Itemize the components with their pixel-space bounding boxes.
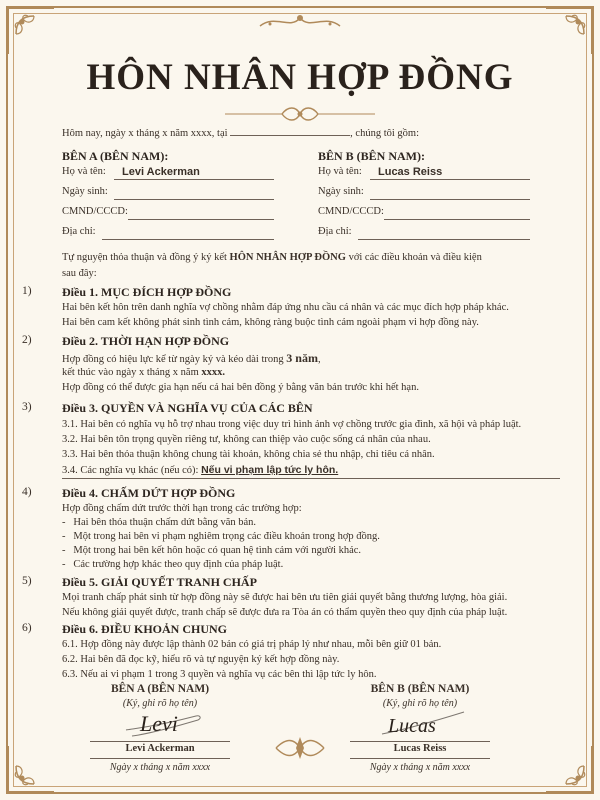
party-a-dob-field[interactable]: Ngày sinh: (62, 186, 274, 202)
article-3-other: 3.4. Các nghĩa vụ khác (nếu có): Nếu vi phạm lập tức ly hôn. (62, 464, 339, 476)
list-item: - Một trong hai bên kết hôn hoặc có quan hệ tình cảm với người khác. (62, 545, 362, 556)
signature-b-scribble-icon (372, 704, 472, 742)
party-b-name-field[interactable]: Họ và tên: Lucas Reiss (318, 166, 530, 182)
article-3-rule (62, 478, 560, 479)
party-a-name-field[interactable]: Họ và tên: Levi Ackerman (62, 166, 274, 182)
article-5-heading: Điều 5. GIẢI QUYẾT TRANH CHẤP (62, 575, 257, 589)
list-item: - Hai bên thỏa thuận chấm dứt bằng văn bản. (62, 517, 257, 528)
top-flourish-icon (250, 10, 350, 34)
party-a-id-field[interactable]: CMND/CCCD: (62, 206, 274, 222)
signature-a-note: (Ký, ghi rõ họ tên) (122, 698, 198, 709)
article-number: 3) (22, 401, 32, 413)
signature-b-heading: BÊN B (BÊN NAM) (370, 683, 470, 695)
signature-b-name: Lucas Reiss (393, 743, 447, 754)
article-number: 6) (22, 622, 32, 634)
article-2-line: Hợp đồng có hiệu lực kể từ ngày ký và kéo dài trong 3 năm, (62, 351, 321, 365)
signature-b-date-line (350, 758, 490, 759)
signature-b-text: Lucas (388, 715, 436, 737)
signature-b-date: Ngày x tháng x năm xxxx (369, 762, 471, 773)
corner-ornament-icon (542, 742, 596, 796)
article-1-line: Hai bên kết hôn trên danh nghĩa vợ chồng nhằm đáp ứng nhu cầu cá nhân và các mục đích hợp pháp khác. (62, 302, 509, 313)
intro-line: Hôm nay, ngày x tháng x năm xxxx, tại , chúng tôi gồm: (62, 124, 419, 142)
party-b-heading: BÊN B (BÊN NAM): (318, 149, 425, 163)
signature-b-line (350, 741, 490, 742)
list-item: - Các trường hợp khác theo quy định của pháp luật. (62, 559, 284, 570)
article-3-line: 3.3. Hai bên thỏa thuận không chung tài khoản, không chia sẻ thu nhập, chi tiêu cá nhân. (62, 449, 435, 460)
agreement-line-2: sau đây: (62, 268, 97, 279)
party-b-address-field[interactable]: Địa chỉ: (318, 226, 530, 242)
article-6-line: 6.1. Hợp đồng này được lập thành 02 bản có giá trị pháp lý như nhau, mỗi bên giữ 01 bản. (62, 639, 442, 650)
party-b-dob-field[interactable]: Ngày sinh: (318, 186, 530, 202)
party-b-id-field[interactable]: CMND/CCCD: (318, 206, 530, 222)
article-1-line: Hai bên cam kết không phát sinh tình cảm, không ràng buộc tình cảm ngoài phạm vi hợp đồng này. (62, 317, 479, 328)
corner-ornament-icon (542, 4, 596, 58)
place-blank[interactable] (230, 124, 350, 136)
party-a-name-value: Levi Ackerman (122, 166, 200, 178)
article-5-line: Nếu không giải quyết được, tranh chấp sẽ được đưa ra Tòa án có thẩm quyền theo quy định của pháp luật. (62, 607, 508, 618)
article-3-line: 3.2. Hai bên tôn trọng quyền riêng tư, không can thiệp vào cuộc sống cá nhân của nhau. (62, 434, 431, 445)
article-2-line: Hợp đồng có thể được gia hạn nếu cả hai bên đồng ý bằng văn bản trước khi hết hạn. (62, 382, 419, 393)
article-3-line: 3.1. Hai bên có nghĩa vụ hỗ trợ nhau trong việc duy trì hình ảnh vợ chồng trước gia đình, xã hội và pháp luật. (62, 419, 522, 430)
signature-b-note: (Ký, ghi rõ họ tên) (382, 698, 458, 709)
article-number: 4) (22, 486, 32, 498)
article-6-line: 6.2. Hai bên đã đọc kỹ, hiểu rõ và tự nguyện ký kết hợp đồng này. (62, 654, 340, 665)
article-2-line: kết thúc vào ngày x tháng x năm xxxx. (62, 367, 226, 378)
article-4-heading: Điều 4. CHẤM DỨT HỢP ĐỒNG (62, 486, 236, 500)
article-2-heading: Điều 2. THỜI HẠN HỢP ĐỒNG (62, 334, 230, 348)
list-item: - Một trong hai bên vi phạm nghiêm trọng các điều khoản trong hợp đồng. (62, 531, 380, 542)
signature-a-date-line (90, 758, 230, 759)
title-flourish-icon (220, 104, 380, 124)
signature-a-line (90, 741, 230, 742)
party-a-address-field[interactable]: Địa chỉ: (62, 226, 274, 242)
party-a-heading: BÊN A (BÊN NAM): (62, 149, 169, 163)
article-5-line: Mọi tranh chấp phát sinh từ hợp đồng này sẽ được hai bên ưu tiên giải quyết bằng thương lượng, hòa giải. (62, 592, 508, 603)
article-number: 1) (22, 285, 32, 297)
signature-a-text: Levi (140, 711, 178, 736)
article-3-heading: Điều 3. QUYỀN VÀ NGHĨA VỤ CỦA CÁC BÊN (62, 401, 313, 415)
signature-a-scribble-icon (118, 704, 208, 742)
article-4-intro: Hợp đồng chấm dứt trước thời hạn trong các trường hợp: (62, 503, 302, 514)
corner-ornament-icon (4, 4, 58, 58)
signature-a-heading: BÊN A (BÊN NAM) (110, 683, 210, 695)
article-1-heading: Điều 1. MỤC ĐÍCH HỢP ĐỒNG (62, 285, 232, 299)
party-b-name-value: Lucas Reiss (378, 166, 443, 178)
corner-ornament-icon (4, 742, 58, 796)
article-6-line: 6.3. Nếu ai vi phạm 1 trong 3 quyền và nghĩa vụ các bên thì lập tức ly hôn. (62, 669, 377, 680)
agreement-line-1: Tự nguyện thỏa thuận và đồng ý ký kết HÔN NHÂN HỢP ĐỒNG với các điều khoản và điều kiện (62, 252, 482, 263)
article-3-other-value: Nếu vi phạm lập tức ly hôn. (201, 464, 339, 476)
signature-a-name: Levi Ackerman (125, 743, 195, 754)
article-number: 5) (22, 575, 32, 587)
signature-a-date: Ngày x tháng x năm xxxx (109, 762, 211, 773)
bottom-flourish-icon (272, 733, 328, 763)
article-number: 2) (22, 334, 32, 346)
document-title: HÔN NHÂN HỢP ĐỒNG (86, 57, 514, 98)
article-6-heading: Điều 6. ĐIỀU KHOẢN CHUNG (62, 622, 228, 636)
